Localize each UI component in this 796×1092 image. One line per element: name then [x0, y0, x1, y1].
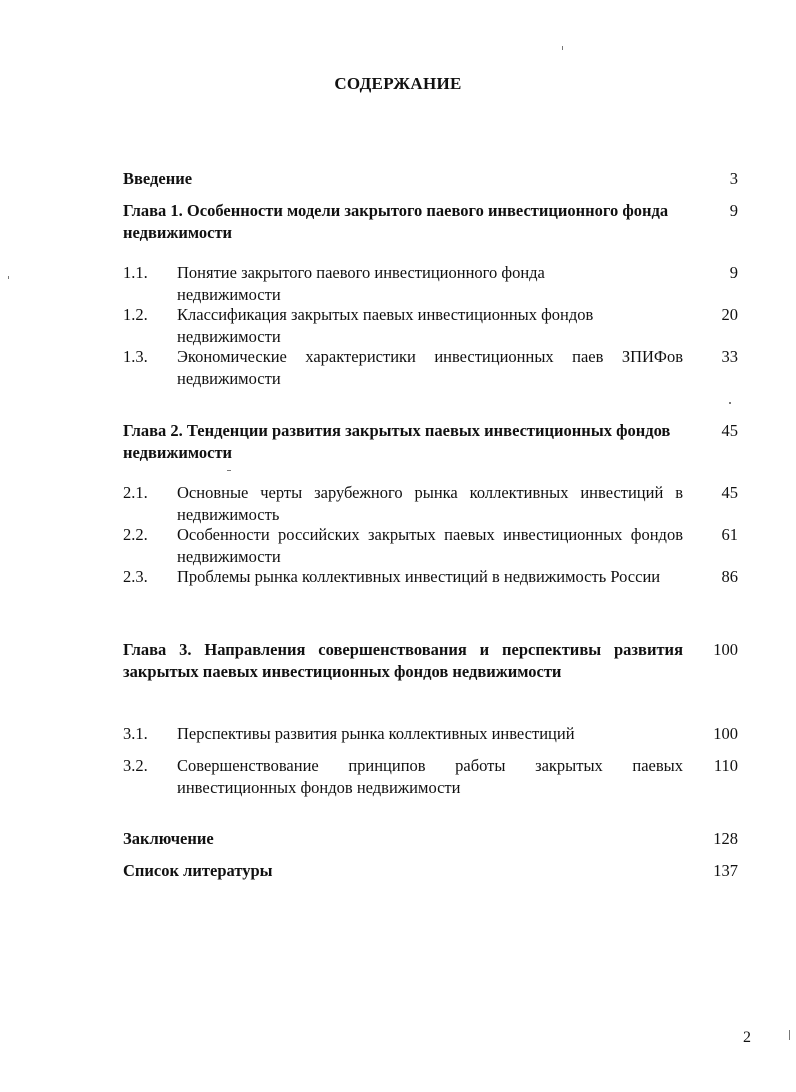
toc-entry-chapter-2: Глава 2. Тенденции развития закрытых паевых инвестиционных фондов недвижимости [123, 421, 671, 462]
page-number: 2 [743, 1029, 751, 1046]
toc-entry-1-2 [123, 304, 683, 348]
toc-page-1-2: 20 [721, 305, 738, 324]
scan-speck [789, 1030, 790, 1040]
toc-entry-2-3 [123, 566, 683, 588]
toc-text: Основные черты зарубежного рынка коллективных инвестиций в недвижимость [177, 483, 683, 524]
toc-entry-1-3 [123, 346, 683, 390]
toc-entry-1-1 [123, 262, 683, 306]
toc-entry-3-1 [123, 723, 683, 745]
toc-text: Проблемы рынка коллективных инвестиций в недвижимость России [177, 567, 661, 586]
scan-speck [227, 470, 231, 471]
toc-page-3-2: 110 [713, 756, 738, 775]
scan-speck [562, 46, 563, 50]
toc-entry-2-1 [123, 482, 683, 526]
toc-entry-chapter-1: Глава 1. Особенности модели закрытого паевого инвестиционного фонда недвижимости [123, 201, 669, 242]
toc-page-1-1: 9 [729, 263, 738, 282]
toc-number: 1.3. [123, 347, 148, 366]
toc-number: 1.2. [123, 305, 148, 324]
scan-speck [8, 276, 9, 279]
toc-page-2-1: 45 [721, 483, 738, 502]
toc-page-bibliography: 137 [713, 861, 738, 880]
toc-number: 2.1. [123, 483, 148, 502]
toc-text: Классификация закрытых паевых инвестиционных фондов недвижимости [177, 305, 594, 346]
toc-page-2-2: 61 [721, 525, 738, 544]
toc-number: 2.3. [123, 567, 148, 586]
toc-number: 3.1. [123, 724, 148, 743]
toc-entry-conclusion: Заключение [123, 829, 214, 848]
toc-text: Перспективы развития рынка коллективных инвестиций [177, 724, 575, 743]
toc-entry-3-2 [123, 755, 683, 799]
toc-text: Экономические характеристики инвестиционных паев ЗПИФов недвижимости [177, 347, 683, 388]
page-title: СОДЕРЖАНИЕ [334, 74, 462, 93]
toc-page-chapter-2: 45 [721, 421, 738, 440]
toc-page-introduction: 3 [729, 169, 738, 188]
toc-page-chapter-1: 9 [729, 201, 738, 220]
toc-entry-2-2 [123, 524, 683, 568]
toc-entry-chapter-3: Глава 3. Направления совершенствования и перспективы развития закрытых паевых инвестиционных фондов недвижимости [123, 640, 683, 681]
toc-text: Совершенствование принципов работы закрытых паевых инвестиционных фондов недвижимости [177, 756, 683, 797]
toc-page-2-3: 86 [721, 567, 738, 586]
toc-page-3-1: 100 [713, 724, 738, 743]
toc-number: 3.2. [123, 756, 148, 775]
toc-text: Особенности российских закрытых паевых инвестиционных фондов недвижимости [177, 525, 683, 566]
toc-page-1-3: 33 [721, 347, 738, 366]
toc-page-chapter-3: 100 [713, 640, 738, 659]
scan-speck [729, 402, 731, 404]
toc-entry-bibliography: Список литературы [123, 861, 273, 880]
toc-entry-introduction: Введение [123, 169, 193, 188]
toc-number: 1.1. [123, 263, 148, 282]
toc-text: Понятие закрытого паевого инвестиционного фонда недвижимости [177, 263, 545, 304]
toc-number: 2.2. [123, 525, 148, 544]
toc-page-conclusion: 128 [713, 829, 738, 848]
